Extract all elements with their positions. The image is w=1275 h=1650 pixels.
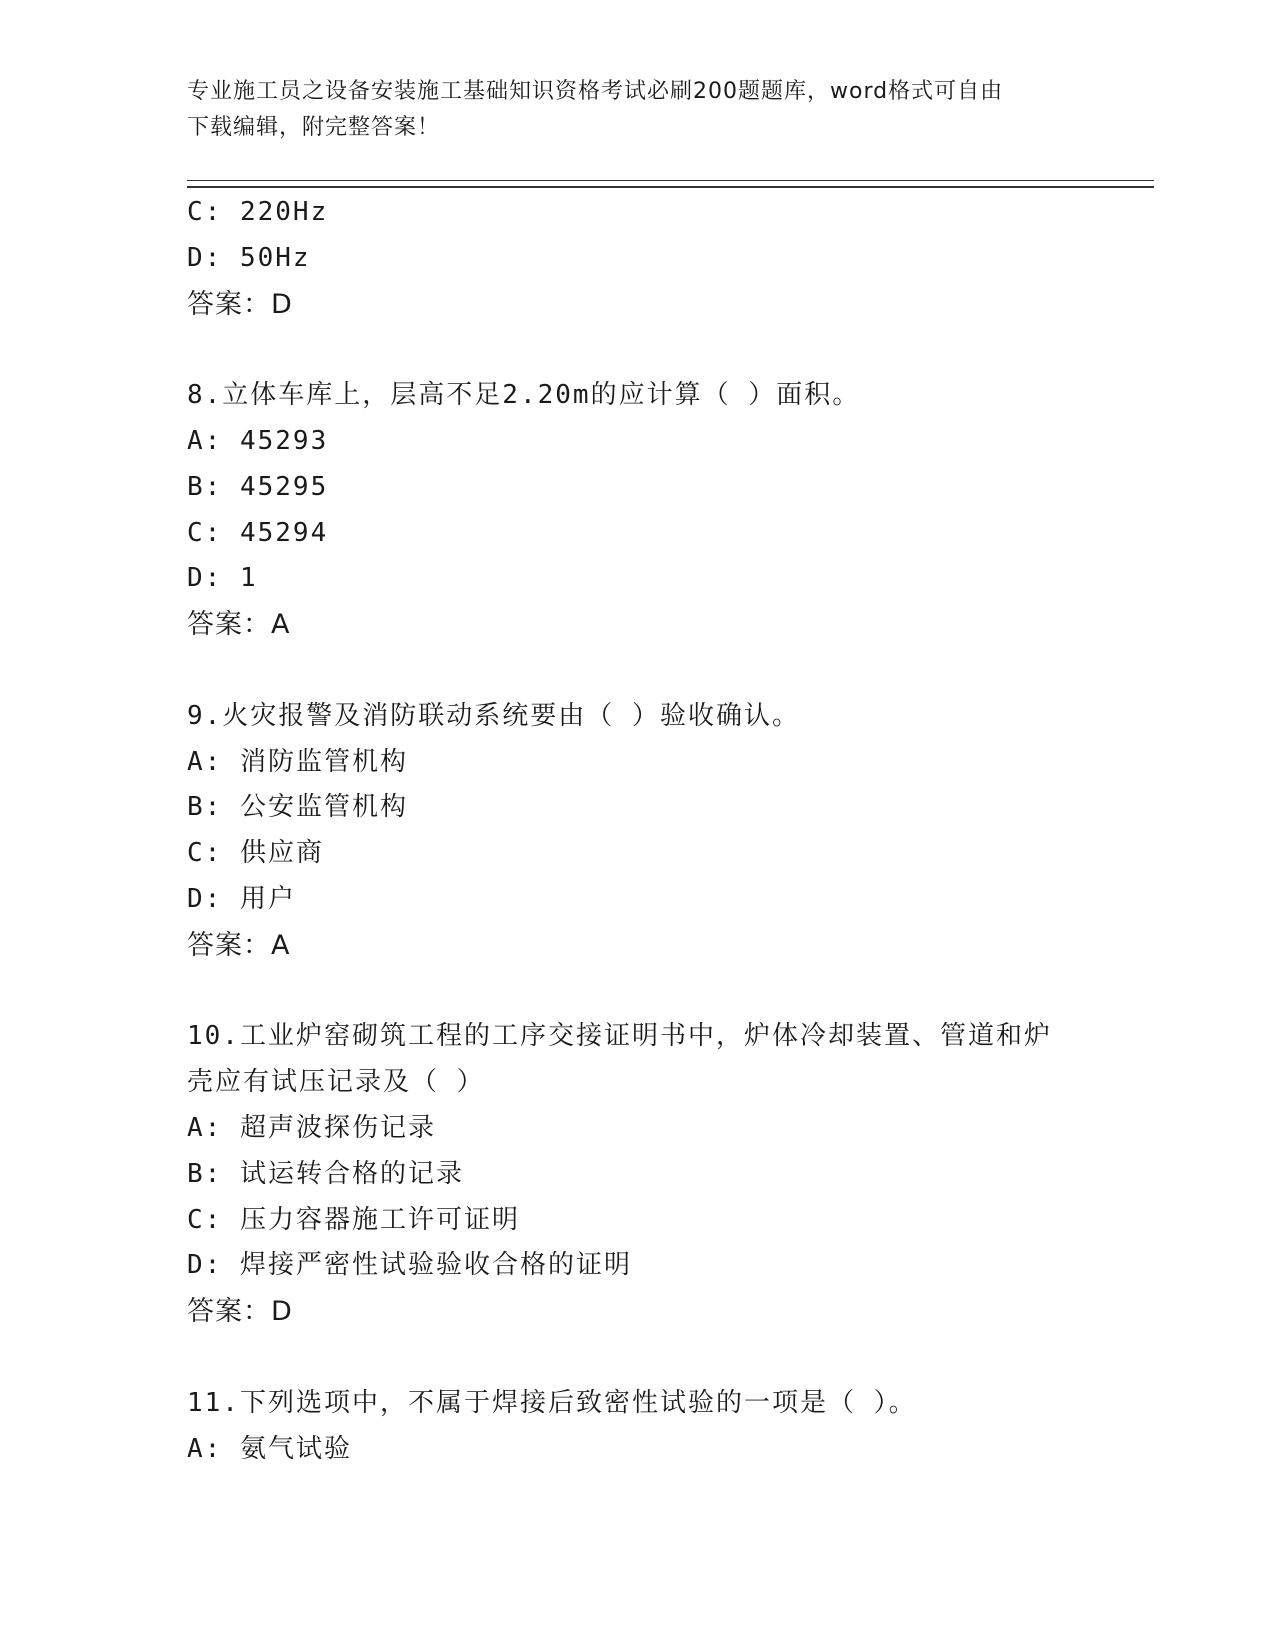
option-d: D: 1 [187,563,258,594]
question-stem: 8.立体车库上，层高不足2.20m的应计算（ ）面积。 [187,380,861,411]
header-divider [187,180,1154,188]
option-a: A: 超声波探伤记录 [187,1112,436,1143]
option-a: A: 45293 [187,425,329,456]
option-b: B: 公安监管机构 [187,792,408,823]
option-a: A: 氨气试验 [187,1433,352,1464]
option-d: D: 50Hz [187,242,311,273]
question-stem: 11.下列选项中，不属于焊接后致密性试验的一项是（ ）。 [187,1387,917,1418]
option-b: B: 45295 [187,471,329,502]
spacer [187,648,1087,694]
spacer [187,327,1087,373]
question-8 [187,373,1087,648]
option-c: C: 45294 [187,517,329,548]
option-c: C: 供应商 [187,838,324,869]
option-d: D: 用户 [187,883,296,914]
question-10 [187,1014,1087,1335]
spacer [187,1335,1087,1381]
spacer [187,969,1087,1015]
answer-line: 答案：A [187,929,291,961]
option-c: C: 压力容器施工许可证明 [187,1204,520,1235]
question-stem-line-1: 10.工业炉窑砌筑工程的工序交接证明书中，炉体冷却装置、管道和炉 [187,1021,1052,1052]
option-d: D: 焊接严密性试验验收合格的证明 [187,1250,632,1281]
answer-line: 答案：D [187,1296,293,1328]
question-stem: 9.火灾报警及消防联动系统要由（ ）验收确认。 [187,700,800,731]
question-stem-line-2: 壳应有试压记录及（ ） [187,1067,485,1098]
option-b: B: 试运转合格的记录 [187,1158,464,1189]
option-c: C: 220Hz [187,197,329,227]
document-header [187,74,1087,146]
question-9 [187,694,1087,969]
question-continued [187,190,1087,327]
header-line-1: 专业施工员之设备安装施工基础知识资格考试必刷200题题库，word格式可自由 [187,79,1004,104]
answer-line: 答案：A [187,609,291,641]
question-list [187,190,1087,1472]
header-line-2: 下载编辑，附完整答案！ [187,115,441,140]
question-11 [187,1381,1087,1473]
option-a: A: 消防监管机构 [187,746,408,777]
answer-line: 答案：D [187,288,293,320]
